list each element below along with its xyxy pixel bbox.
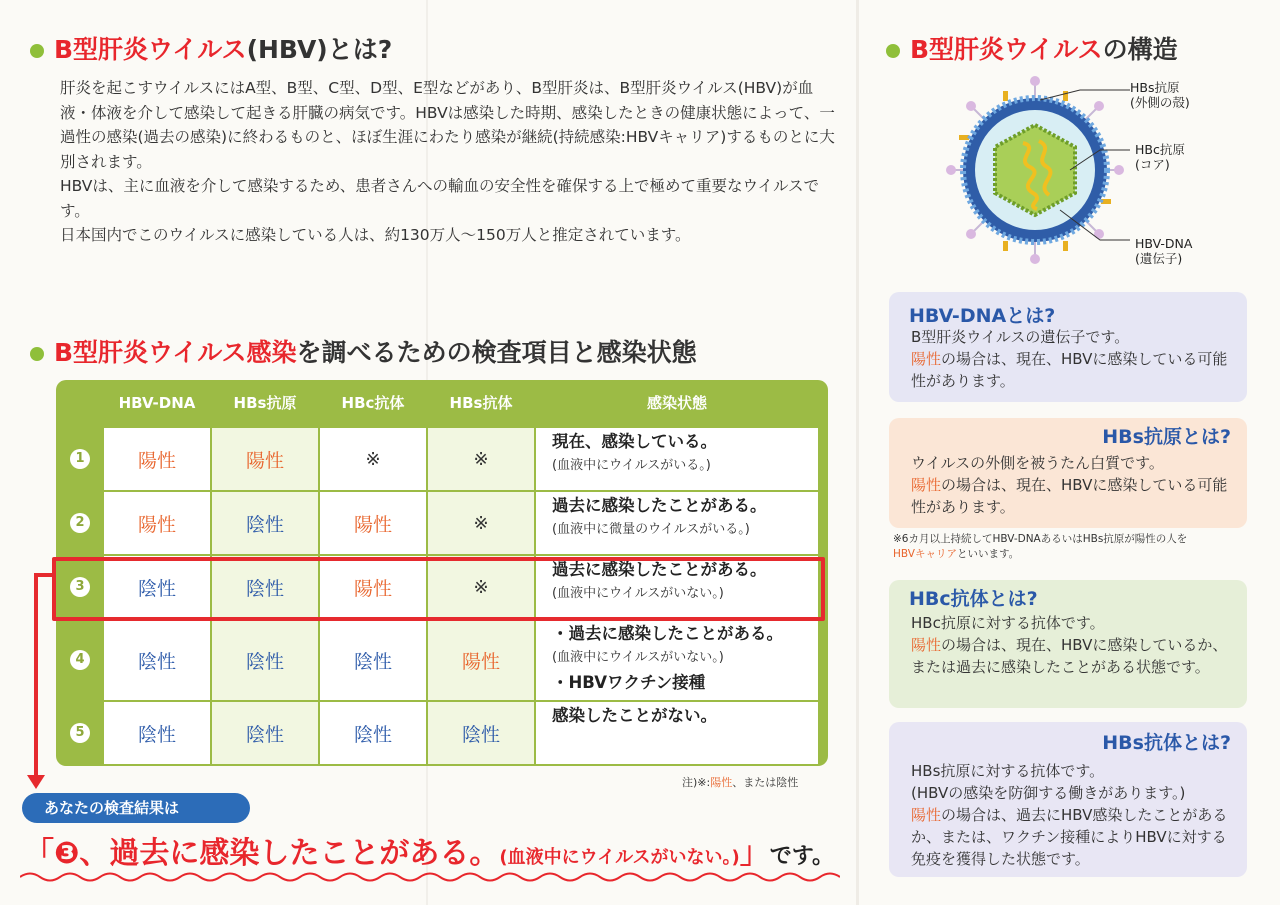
arrow-connector-vertical xyxy=(34,573,38,778)
virus-leader-lines xyxy=(1040,80,1140,250)
test-table xyxy=(56,380,828,766)
label-hbv-dna: HBV-DNA (遺伝子) xyxy=(1135,236,1193,266)
box-body: HBc抗原に対する抗体です。 陽性の場合は、現在、HBVに感染しているか、または過去に感染したことがある状態です。 xyxy=(911,614,1228,676)
cell-value: 陰性 xyxy=(245,513,284,536)
status-sub: (血液中に微量のウイルスがいる。) xyxy=(552,522,750,537)
row-number: 1 xyxy=(70,449,90,469)
box-title: HBs抗体とは? xyxy=(1102,732,1231,754)
bullet-icon xyxy=(30,347,44,361)
table-cell xyxy=(104,620,210,700)
cell-value: 陰性 xyxy=(461,723,500,746)
label-hbc-antigen: HBc抗原 (コア) xyxy=(1135,142,1185,172)
cell-value: ※ xyxy=(473,576,489,598)
cell-value: 陽性 xyxy=(353,513,392,536)
info-box-hbs-antigen xyxy=(889,418,1247,528)
info-box-hbc-antibody xyxy=(889,580,1247,708)
table-row xyxy=(56,702,828,764)
result-text: 「❸、過去に感染したことがある。(血液中にウイルスがいない。)」です。 xyxy=(24,836,835,871)
table-cell xyxy=(104,492,210,554)
box-title: HBc抗体とは? xyxy=(909,588,1038,610)
box-body: B型肝炎ウイルスの遺伝子です。 陽性の場合は、現在、HBVに感染している可能性があります。 xyxy=(911,328,1228,390)
status-extra: ・HBVワクチン接種 xyxy=(552,673,706,692)
cell-value: ※ xyxy=(365,448,381,470)
cell-value: 陽性 xyxy=(245,449,284,472)
section3-title: B型肝炎ウイルスの構造 xyxy=(886,30,1178,66)
table-header xyxy=(56,380,828,426)
label-hbs-antigen: HBs抗原 (外側の殻) xyxy=(1130,80,1190,110)
status-sub: (血液中にウイルスがいない。) xyxy=(552,650,724,665)
box-body: ウイルスの外側を被うたん白質です。 陽性の場合は、現在、HBVに感染している可能性があります。 xyxy=(911,454,1228,516)
intro-text xyxy=(60,76,835,248)
status-main: 過去に感染したことがある。 xyxy=(552,496,767,515)
cell-value: 陰性 xyxy=(353,723,392,746)
cell-value: 陽性 xyxy=(137,513,176,536)
table-note: 注)※:陽性、または陰性 xyxy=(682,776,799,789)
table-cell xyxy=(212,556,318,618)
arrow-down-icon xyxy=(27,775,45,789)
table-cell xyxy=(428,492,534,554)
cell-value: 陰性 xyxy=(353,650,392,673)
cell-value: ※ xyxy=(473,448,489,470)
cell-value: 陰性 xyxy=(137,650,176,673)
cell-value: 陽性 xyxy=(461,650,500,673)
table-cell xyxy=(212,492,318,554)
header-hbs-antigen: HBs抗原 xyxy=(233,394,297,412)
info-box-hbv-dna xyxy=(889,292,1247,402)
page-fold-right xyxy=(856,0,859,905)
status-cell xyxy=(536,428,818,490)
table-row xyxy=(56,620,828,700)
table-cell xyxy=(212,702,318,764)
intro-paragraph-2: HBVは、主に血液を介して感染するため、患者さんへの輸血の安全性を確保する上で極めて重要なウイルスです。 xyxy=(60,177,820,220)
status-cell xyxy=(536,492,818,554)
section1-title: B型肝炎ウイルス(HBV)とは? xyxy=(30,30,392,66)
table-cell xyxy=(428,556,534,618)
status-sub: (血液中にウイルスがいない。) xyxy=(552,586,724,601)
row-number: 2 xyxy=(70,513,90,533)
cell-value: 陽性 xyxy=(137,449,176,472)
bullet-icon xyxy=(886,44,900,58)
header-status: 感染状態 xyxy=(646,394,707,412)
intro-paragraph-3: 日本国内でこのウイルスに感染している人は、約130万人〜150万人と推定されています。 xyxy=(60,226,691,244)
table-row xyxy=(56,556,828,618)
table-cell xyxy=(428,428,534,490)
cell-value: 陽性 xyxy=(353,577,392,600)
table-cell xyxy=(320,702,426,764)
wave-divider xyxy=(20,870,840,884)
table-cell xyxy=(428,702,534,764)
table-cell xyxy=(320,492,426,554)
table-cell xyxy=(212,620,318,700)
row-number: 5 xyxy=(70,723,90,743)
status-main: 現在、感染している。 xyxy=(552,432,717,451)
cell-value: ※ xyxy=(473,512,489,534)
cell-value: 陰性 xyxy=(245,577,284,600)
table-cell xyxy=(320,428,426,490)
table-cell xyxy=(212,428,318,490)
row-number: 3 xyxy=(70,577,90,597)
status-sub: (血液中にウイルスがいる。) xyxy=(552,458,711,473)
table-cell xyxy=(104,702,210,764)
info-box-hbs-antibody xyxy=(889,722,1247,877)
table-cell xyxy=(428,620,534,700)
status-main: ・過去に感染したことがある。 xyxy=(552,624,783,643)
status-main: 感染したことがない。 xyxy=(552,706,717,725)
table-row xyxy=(56,492,828,554)
table-cell xyxy=(104,556,210,618)
table-row xyxy=(56,428,828,490)
cell-value: 陰性 xyxy=(245,723,284,746)
header-hbc-antibody: HBc抗体 xyxy=(341,394,405,412)
cell-value: 陰性 xyxy=(245,650,284,673)
header-hbv-dna: HBV-DNA xyxy=(118,394,196,412)
bullet-icon xyxy=(30,44,44,58)
box-title: HBV-DNAとは? xyxy=(909,305,1056,327)
box-body: HBs抗原に対する抗体です。 (HBVの感染を防御する働きがあります。) 陽性の場合は、過去にHBV感染したことがあるか、または、ワクチン接種によりHBVに対する免疫を獲得した状態です。 xyxy=(911,762,1228,868)
intro-paragraph-1: 肝炎を起こすウイルスにはA型、B型、C型、D型、E型などがあり、B型肝炎は、B型肝炎ウイルス(HBV)が血液・体液を介して感染して起きる肝臓の病気です。HBVは感染した時期、感染したときの健康状態によって、一過性の感染(過去の感染)に終わるものと、ほぼ生涯にわたり感染が継続(持続感染:HBVキャリア)するものとに大別されます。 xyxy=(60,79,835,171)
status-cell xyxy=(536,702,818,764)
carrier-footnote: ※6カ月以上持続してHBV-DNAあるいはHBs抗原が陽性の人を HBVキャリアといいます。 xyxy=(893,533,1188,560)
result-label: あなたの検査結果は xyxy=(22,793,250,823)
table-cell xyxy=(320,556,426,618)
status-cell xyxy=(536,556,818,618)
cell-value: 陰性 xyxy=(137,577,176,600)
header-hbs-antibody: HBs抗体 xyxy=(449,394,513,412)
row-number: 4 xyxy=(70,650,90,670)
cell-value: 陰性 xyxy=(137,723,176,746)
status-main: 過去に感染したことがある。 xyxy=(552,560,767,579)
table-cell xyxy=(320,620,426,700)
table-cell xyxy=(104,428,210,490)
box-title: HBs抗原とは? xyxy=(1102,426,1231,448)
status-cell xyxy=(536,620,818,700)
section2-title: B型肝炎ウイルス感染を調べるための検査項目と感染状態 xyxy=(30,333,697,369)
